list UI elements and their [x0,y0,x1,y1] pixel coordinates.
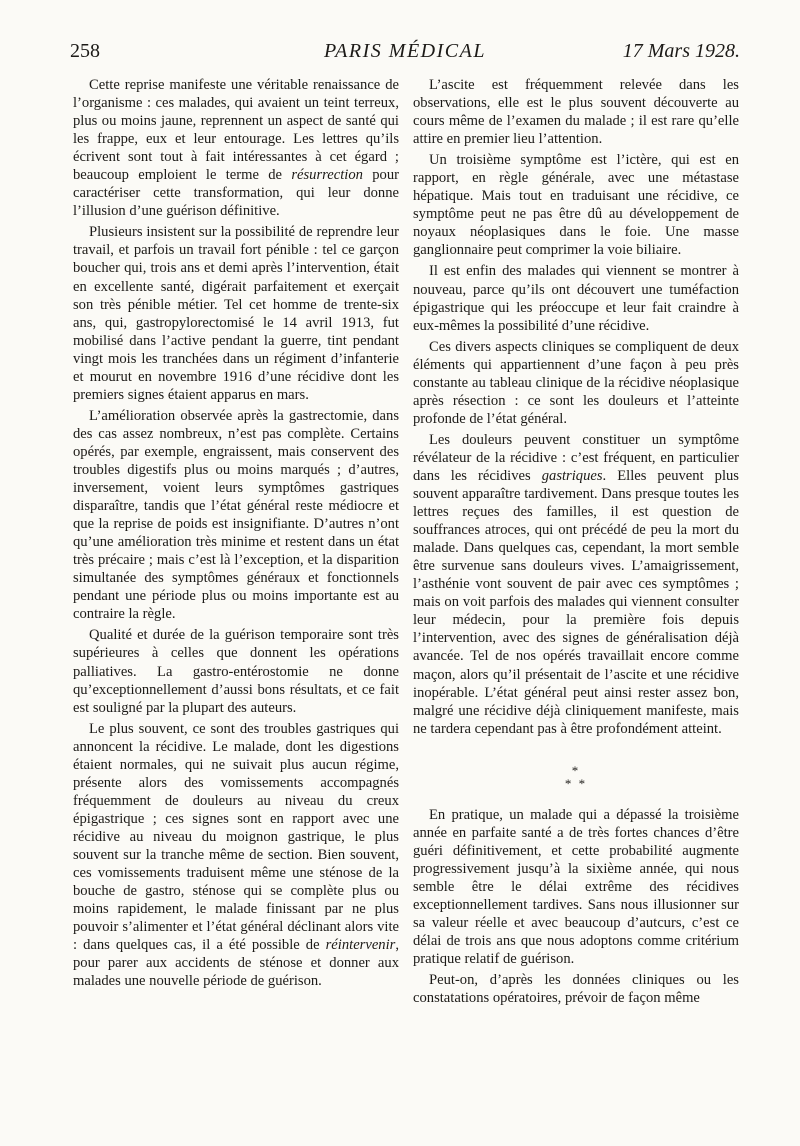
paragraph [413,431,739,738]
running-header [70,40,740,74]
page-number: 258 [70,40,100,62]
paragraph [73,407,399,624]
paragraph [413,338,739,428]
text-run: Qualité et durée de la guérison temporaire sont très supérieures à celles que donnent les opérations palliatives. La gastro-entérostomie ne donne qu’exceptionnellement d’aussi bons résultats, et ce fait est souligné par la plupart des auteurs. [73,627,399,716]
paragraph [413,262,739,334]
italic-term: résurrection [291,167,363,184]
text-run: L’amélioration observée après la gastrectomie, dans des cas assez nombreux, n’est pas complète. Certains opérés, par exemple, engraissent, mais conservent des troubles digestifs plus ou moins marqués ; d’autres, inversement, voient leurs symptômes gastriques disparaître, tandis que l’état général reste médiocre et que la reprise de poids est insignifiante. D’autres n’ont qu’une amélioration très minime et restent dans un état très précaire ; mais c’est là l’exception, et la disparition simultanée des symptômes généraux et fonctionnels pendant une période plus ou moins importante est au contraire la règle. [73,407,399,623]
text-run: L’ascite est fréquemment relevée dans les observations, elle est le plus souvent découverte au cours même de l’examen du malade ; il est rare qu’elle attire en premier lieu l’attention. [413,77,739,148]
text-run: pour caractériser cette transformation, qui leur donne l’illusion d’une guérison définitive. [73,167,399,220]
text-run: , pour parer aux accidents de sténose et donner aux malades une nouvelle période de guérison. [73,937,399,990]
text-run: Ces divers aspects cliniques se compliquent de deux éléments qui appartiennent d’une façon à peu près constante au tableau clinique de la récidive néoplasique après résection : ce sont les douleurs et l’atteinte profonde de l’état général. [413,338,739,427]
text-run: Un troisième symptôme est l’ictère, qui est en rapport, en règle générale, avec une métastase hépatique. Mais tout en traduisant une récidive, ce symptôme peut ne pas être dû au développement de noyaux néoplasiques dans le foie. Une masse ganglionnaire peut comprimer la voie biliaire. [413,152,739,259]
section-break-asterism [413,764,739,790]
text-run: Les douleurs peuvent constituer un symptôme révélateur de la récidive : c’est fréquent, en particulier dans les récidives [413,431,739,484]
paragraph [73,223,399,403]
right-column [413,76,739,1010]
paragraph [413,971,739,1007]
paragraph [413,76,739,148]
text-run: Le plus souvent, ce sont des troubles gastriques qui annoncent la récidive. Le malade, dont les digestions étaient normales, qui ne suivait plus aucun régime, présente alors des vomissements accompagnés fréquemment de douleurs au niveau du creux épigastrique ; ces signes sont en rapport avec une récidive au niveau du moignon gastrique, le plus souvent sur la tranche même de section. Bien souvent, ces vomissements traduisent même une sténose de la bouche de gastro, sténose qui se complète plus ou moins rapidement, le malade finissant par ne plus pouvoir s’alimenter et l’état général déclinant alors vite : dans quelques cas, il a été possible de [73,720,399,954]
issue-date: 17 Mars 1928. [622,40,740,62]
text-run: Il est enfin des malades qui viennent se montrer à nouveau, parce qu’ils ont découvert une tuméfaction épigastrique qui les préoccupe et leur fait craindre à eux-mêmes la possibilité d’une récidive. [413,263,739,334]
italic-term: réintervenir [325,937,396,954]
asterism-bottom: * * [564,775,588,791]
paragraph [413,151,739,259]
paragraph [73,626,399,716]
text-run: Plusieurs insistent sur la possibilité de reprendre leur travail, et parfois un travail fort pénible : tel ce garçon boucher qui, trois ans et demi après l’intervention, était en excellente santé, digérait parfaitement et exerçait son très pénible métier. Tel cet homme de trente-six ans, qui, gastropylorectomisé le 14 avril 1913, fut mobilisé dans l’active pendant la guerre, tint pendant vingt mois les tranchées dans un régiment d’infanterie et mourut en novembre 1916 d’une récidive dont les premiers signes étaient apparus en mars. [73,224,399,403]
text-run: En pratique, un malade qui a dépassé la troisième année en parfaite santé a de très fortes chances d’être guéri définitivement, et cette probabilité augmente progressivement jusqu’à la sixième année, qui nous semble être le délai extrême des récidives exceptionnellement tardives. Sans nous illusionner sur sa valeur réelle et avec beaucoup d’autcurs, c’est ce délai de trois ans que nous adoptons comme critérium pratique relatif de guérison. [413,806,739,968]
paragraph [413,806,739,968]
italic-term: gastriques [541,467,603,484]
journal-title: PARIS MÉDICAL [324,40,486,62]
paragraph [73,76,399,220]
asterism-top: * [571,762,581,778]
text-run: Peut-on, d’après les données cliniques ou les constatations opératoires, prévoir de façon même [413,972,739,1007]
text-run: Cette reprise manifeste une véritable renaissance de l’organisme : ces malades, qui avaient un teint terreux, plus ou moins jaune, reprennent un aspect de santé qui les frappe, eux et leur entourage. Les lettres qu’ils écrivent sont tout à fait intéressantes à cet égard ; beaucoup emploient le terme de [73,77,399,184]
left-column [73,76,399,993]
paragraph [73,720,399,991]
text-run: . Elles peuvent plus souvent apparaître tardivement. Dans presque toutes les lettres reçues des familles, il est question de souffrances atroces, qui ont précédé de peu la mort du malade. Dans quelques cas, cependant, la mort semble être survenue sans douleurs vives. L’amaigrissement, l’asthénie vont souvent de pair avec ces symptômes ; mais on voit parfois des malades qui viennent consulter leur médecin, pour la première fois depuis l’intervention, avec des signes de généralisation déjà avancée. Tel de nos opérés travaillait encore comme maçon, alors qu’il présentait de l’ascite et une récidive inopérable. L’état général peut ainsi rester assez bon, malgré une récidive déjà cliniquement manifeste, mais ne tardera cependant pas à être profondément atteint. [413,467,739,737]
